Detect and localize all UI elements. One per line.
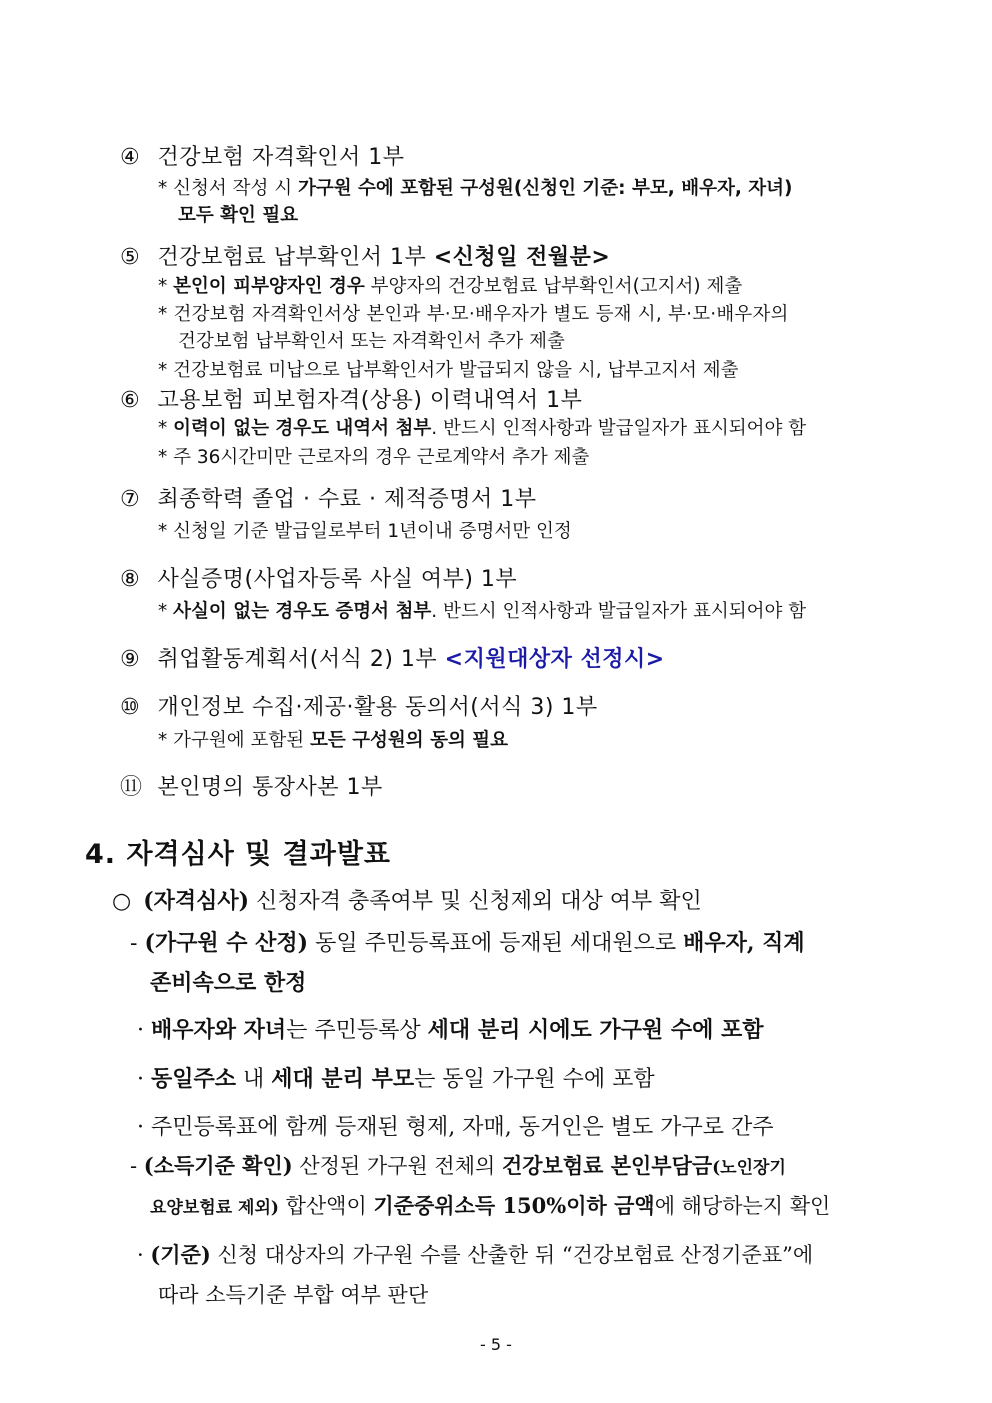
bullet-text: 신청자격 충족여부 및 신청제외 대상 여부 확인	[249, 889, 702, 914]
point-text: 신청 대상자의 가구원 수를 산출한 뒤 “건강보험료 산정기준표”에	[210, 1243, 814, 1267]
item-number: ⑨	[120, 647, 141, 672]
dash-bold: 존비속으로 한정	[150, 970, 307, 996]
item-11-title	[120, 770, 383, 801]
item-number: ⑪	[120, 775, 143, 800]
point-text: 는 주민등록상	[286, 1018, 428, 1043]
item-4-note-1-cont	[178, 201, 298, 227]
item-6-note-1	[158, 414, 806, 440]
point-criteria-cont	[158, 1279, 428, 1309]
item-number: ④	[120, 145, 141, 170]
item-title-text: 개인정보 수집·제공·활용 동의서(서식 3) 1부	[157, 695, 598, 720]
item-5-note-3	[158, 356, 738, 382]
note-text: 부양자의 건강보험료 납부확인서(고지서) 제출	[364, 276, 743, 297]
dash-bold: (가구원 수 산정)	[144, 930, 309, 956]
point-bold: 세대 분리 부모	[271, 1066, 415, 1092]
item-9-title	[120, 642, 665, 673]
dash-text: 에 해당하는지 확인	[654, 1194, 831, 1218]
note-text: * 건강보험료 미납으로 납부확인서가 발급되지 않을 시, 납부고지서 제출	[158, 360, 739, 381]
note-bold: 모든 구성원의 동의 필요	[310, 730, 509, 751]
point-text: 내	[236, 1067, 272, 1092]
point-bold: 배우자와 자녀	[151, 1017, 287, 1043]
page-number: - 5 -	[480, 1335, 512, 1354]
point-text: · 주민등록표에 함께 등재된 형제, 자매, 동거인은 별도 가구로 간주	[137, 1115, 774, 1140]
note-text: . 반드시 인적사항과 발급일자가 표시되어야 함	[431, 601, 807, 622]
point-criteria	[137, 1239, 813, 1269]
dash-household-count-cont	[150, 966, 306, 997]
point-mark: ·	[137, 1067, 151, 1092]
item-7-note-1	[158, 517, 572, 543]
dash-text: 산정된 가구원 전체의	[292, 1154, 502, 1178]
section-heading: 4. 자격심사 및 결과발표	[85, 839, 391, 870]
item-title-text: 본인명의 통장사본 1부	[157, 775, 383, 800]
item-title-text: 사실증명(사업자등록 사실 여부) 1부	[157, 567, 518, 592]
point-bold: (기준)	[150, 1242, 211, 1267]
point-same-address-parents	[137, 1062, 655, 1093]
item-10-title	[120, 690, 598, 721]
item-4-title	[120, 140, 405, 171]
note-text: * 가구원에 포함된	[158, 730, 310, 751]
item-5-note-2	[158, 300, 789, 326]
dash-income-check-cont	[150, 1190, 830, 1220]
item-title-text: 최종학력 졸업 · 수료 · 제적증명서 1부	[157, 487, 537, 512]
point-spouse-children	[137, 1013, 764, 1044]
note-text: * 신청일 기준 발급일로부터 1년이내 증명서만 인정	[158, 521, 572, 542]
dash-income-check	[130, 1150, 786, 1180]
item-title-text: 건강보험 자격확인서 1부	[157, 145, 405, 170]
note-bold: 가구원 수에 포함된 구성원(신청인 기준: 부모, 배우자, 자녀)	[298, 178, 793, 199]
item-title-text: 건강보험료 납부확인서 1부	[157, 245, 434, 270]
point-bold: 동일주소	[151, 1066, 237, 1092]
item-tag: <신청일 전월분>	[433, 245, 611, 270]
point-bold: 세대 분리 시에도 가구원 수에 포함	[427, 1017, 764, 1043]
note-text: *	[158, 601, 174, 622]
note-text: *	[158, 276, 174, 297]
item-4-note-1	[158, 174, 906, 200]
point-text: 는 동일 가구원 수에 포함	[414, 1067, 655, 1092]
item-number: ⑤	[120, 245, 141, 270]
dash-mark: -	[130, 931, 145, 956]
dash-text: 합산액이	[278, 1194, 374, 1218]
point-text: 따라 소득기준 부합 여부 판단	[158, 1283, 429, 1307]
item-5-note-2-cont	[178, 327, 565, 353]
dash-bold-small: 요양보험료 제외)	[150, 1198, 279, 1218]
note-text: 건강보험 납부확인서 또는 자격확인서 추가 제출	[178, 331, 565, 352]
item-6-note-2	[158, 443, 589, 469]
item-5-title	[120, 240, 610, 271]
note-text: * 건강보험 자격확인서상 본인과 부·모·배우자가 별도 등재 시, 부·모·배우자의	[158, 304, 789, 325]
item-5-note-1	[158, 272, 742, 298]
note-text: *	[158, 418, 174, 439]
bullet-bold: (자격심사)	[143, 888, 250, 914]
dash-household-count	[130, 926, 805, 957]
point-mark: ·	[137, 1243, 151, 1267]
item-10-note-1	[158, 726, 508, 752]
dash-bold: 배우자, 직계	[683, 930, 805, 956]
item-6-title	[120, 383, 582, 414]
item-number: ⑥	[120, 388, 141, 413]
item-tag: <지원대상자 선정시>	[444, 647, 665, 672]
item-8-title	[120, 562, 517, 593]
dash-bold-small: (노인장기	[712, 1158, 786, 1178]
item-title-text: 고용보험 피보험자격(상용) 이력내역서 1부	[157, 388, 583, 413]
point-siblings	[137, 1110, 773, 1141]
note-text: * 신청서 작성 시	[158, 178, 298, 199]
bullet-qualification-review	[112, 884, 702, 915]
note-bold: 이력이 없는 경우도 내역서 첨부	[173, 418, 432, 439]
note-bold: 본인이 피부양자인 경우	[173, 276, 365, 297]
item-title-text: 취업활동계획서(서식 2) 1부	[157, 647, 445, 672]
circle-bullet-icon: ○	[112, 889, 132, 914]
item-number: ⑩	[120, 695, 141, 720]
item-number: ⑧	[120, 567, 141, 592]
note-bold: 사실이 없는 경우도 증명서 첨부	[173, 601, 432, 622]
item-7-title	[120, 482, 536, 513]
note-bold: 모두 확인 필요	[178, 205, 299, 226]
item-number: ⑦	[120, 487, 141, 512]
point-mark: ·	[137, 1018, 151, 1043]
item-8-note-1	[158, 597, 806, 623]
note-text: * 주 36시간미만 근로자의 경우 근로계약서 추가 제출	[158, 447, 590, 468]
dash-bold: 건강보험료 본인부담금	[501, 1153, 713, 1178]
dash-bold: 기준중위소득 150%이하 금액	[373, 1193, 655, 1218]
dash-text: 동일 주민등록표에 등재된 세대원으로	[308, 931, 684, 956]
dash-mark: -	[130, 1154, 144, 1178]
dash-bold: (소득기준 확인)	[143, 1153, 293, 1178]
note-text: . 반드시 인적사항과 발급일자가 표시되어야 함	[431, 418, 807, 439]
